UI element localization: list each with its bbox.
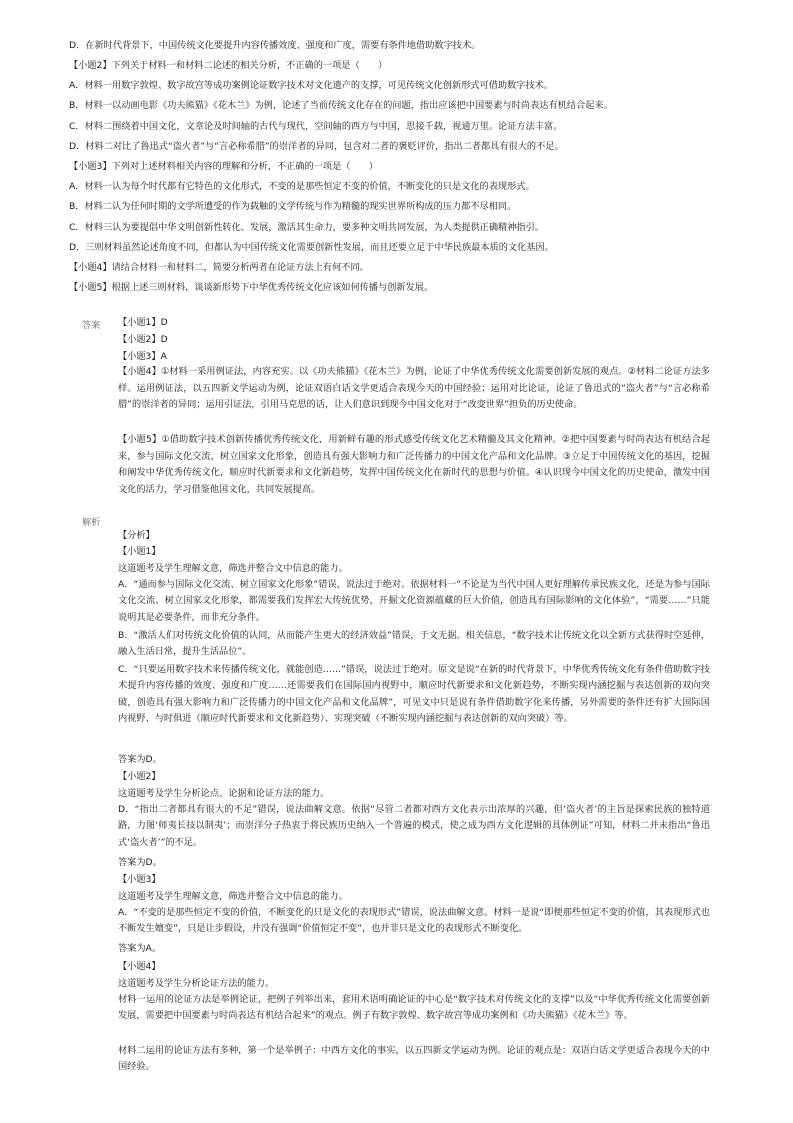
question-3-option-d: D．三则材料虽然论述角度不同，但都认为中国传统文化需要创新性发展，而且还要立足于中华民族最本质的文化基因。 [69,242,554,253]
analysis-q4-paragraph-1: 材料一运用的论证方法是举例论证，把例子列举出来，套用术语明确论证的中心是“数字技术对传统文化的支撑”以及“中华优秀传统文化需要创新发展，需要把中国要素与时尚表达有机结合起来”的观点。例子有数字敦煌、数字故宫等成功案例和《功夫熊猫》《花木兰》等。 [118,994,710,1022]
answer-label: 答案 [82,320,101,331]
question-2-option-a: A．材料一用数字敦煌、数字故宫等成功案例论证数字技术对文化遗产的支撑，可见传统文化创新形式可借助数字技术。 [69,80,554,91]
analysis-q4-paragraph-2: 材料二运用的论证方法有多种，第一个是举例子：中西方文化的事实，以五四新文学运动为例。论证的观点是：双语白话文学更适合表现今天的中国经验。 [118,1045,710,1073]
answer-line-3: 【小题3】A [118,351,167,362]
analysis-q3-answer: 答案为A。 [118,943,162,954]
analysis-q4-heading: 【小题4】 [118,961,161,972]
question-2-option-d: D．材料二对比了鲁迅式“盗火者”与“言必称希腊”的崇洋者的异同，包含对二者的褒贬评价，指出二者都具有很大的不足。 [69,141,564,152]
analysis-q3-intro: 这道题考及学生理解文意，筛选并整合文中信息的能力。 [118,891,348,902]
analysis-q2-option-d: D．“指出二者都具有很大的不足”错误，说法曲解文意。依据“尽管二者都对西方文化表示出浓厚的兴趣，但‘盗火者’的主旨是探索民族的独特道路，力图‘师夷长技以制夷’；而崇洋分子热衷于将民族历史纳入一个普遍的模式，使之成为西方文化逻辑的具体例证”可知，材料二并未指出“鲁迅式‘盗火者’”的不足。 [118,804,710,848]
answer-question-4: 【小题4】①材料一采用例证法，内容充实。以《功夫熊猫》《花木兰》为例，论证了中华优秀传统文化需要创新发展的观点。②材料二论证方法多样。运用例证法，以五四新文学运动为例，论证双语白话文学更适合表现今天的中国经验；运用对比论证，论证了鲁迅式的“盗火者”与“言必称希腊”的崇洋者的异同；运用引证法，引用马克思的话，让人们意识到现今中国文化对于“改变世界”担负的历史使命。 [118,366,710,411]
question-2-option-b: B．材料一以动画电影《功夫熊猫》《花木兰》为例，论述了当前传统文化存在的问题，指出应该把中国要素与时尚表达有机结合起来。 [69,100,613,111]
analysis-q2-heading: 【小题2】 [118,771,161,782]
analysis-q1-option-a: A．“通而参与国际文化交流、树立国家文化形象”错误，说法过于绝对。依据材料一“不论是为当代中国人更好理解传承民族文化，还是为参与国际文化交流、树立国家文化形象，都需要我们发挥宏大传统优势，开掘文化资源蕴藏的巨大价值，创造具有国际影响的文化体验”，“需要……”只能说明其是必要条件，而非充分条件。 [118,579,710,623]
analysis-q2-answer: 答案为D。 [118,857,162,868]
question-2-stem: 【小题2】下列关于材料一和材料二论述的相关分析，不正确的一项是（ ） [69,60,388,71]
answer-line-1: 【小题1】D [118,317,168,328]
question-3-option-c: C．材料三认为要提倡中华文明创新性转化、发展，激活其生命力，要多种文明共同发展，为人类提供正确精神指引。 [69,222,544,233]
analysis-q1-option-b: B．“激活人们对传统文化价值的认同，从而能产生更大的经济效益”错误，于文无据。相关信息，“数字技术让传统文化以全新方式获得时空延伸，融入生活日常，提升生活品位”。 [118,630,710,658]
answer-question-5: 【小题5】①借助数字技术创新传播优秀传统文化，用新鲜有趣的形式感受传统文化艺术精髓及其文化精神。②把中国要素与时尚表达有机结合起来，参与国际文化交流，树立国家文化形象，创造具有强大影响力和广泛传播力的中国文化产品和文化品牌。③立足于中国传统文化的基因，挖掘和阐发中华优秀传统文化，顺应时代新要求和文化新趋势，发挥中国传统文化在新时代的思想与价值。④认识现今中国文化的历史使命，激发中国文化的活力，学习借鉴他国文化，共同发展提高。 [118,434,710,495]
question-3-stem: 【小题3】下列对上述材料相关内容的理解和分析，不正确的一项是（ ） [69,161,379,172]
question-3-option-a: A．材料一认为每个时代都有它特色的文化形式，不变的是那些恒定不变的价值，不断变化的只是文化的表现形式。 [69,181,535,192]
answer-line-2: 【小题2】D [118,334,168,345]
analysis-q2-intro: 这道题考及学生分析论点、论据和论证方法的能力。 [118,788,330,799]
analysis-q1-option-c: C．“只要运用数字技术来传播传统文化，就能创造……”错误，说法过于绝对。原文是说“在新的时代背景下，中华优秀传统文化有条件借助数字技术提升内容传播的效度、强度和广度……还需要我们在国际国内视野中，顺应时代新要求和文化新趋势，不断实现内涵挖掘与表达创新的双向突破，创造具有强大影响力和广泛传播力的中国文化产品和文化品牌”，可见文中只是说有条件借助数字化来传播，另外需要的条件还有扩大国际国内视野、与时俱进（顺应时代新要求和文化新趋势）、实现突破（不断实现内涵挖掘与表达创新的双向突破）等。 [118,664,710,725]
analysis-q1-answer: 答案为D。 [118,754,162,765]
analysis-q3-option-a: A．“不变的是那些恒定不变的价值，不断变化的只是文化的表现形式”错误，说法曲解文意。材料一是说“即便那些恒定不变的价值，其表现形式也不断发生嬗变”，只是让步假设，并没有强调“价值恒定不变”，也并非只是文化的表现形式不断变化。 [118,907,710,935]
analysis-q3-heading: 【小题3】 [118,874,161,885]
analysis-label: 解析 [82,517,101,528]
question-5-stem: 【小题5】根据上述三则材料，谈谈新形势下中华优秀传统文化应该如何传播与创新发展。 [69,282,434,293]
question-2-option-c: C．材料二围绕着中国文化，文章论及时间轴的古代与现代，空间轴的西方与中国，思接千载，视通万里。论证方法丰富。 [69,121,563,132]
question-option-d: D．在新时代背景下，中国传统文化要提升内容传播效度、强度和广度，需要有条件地借助数字技术。 [69,40,481,51]
analysis-q1-intro: 这道题考及学生理解文意，筛选并整合文中信息的能力。 [118,563,348,574]
analysis-q1-heading: 【小题1】 [118,546,161,557]
question-3-option-b: B．材料二认为任何时期的文学所遭受的作为载触的文学传统与作为精髓的现实世界所构成的压力都不尽相同。 [69,201,517,212]
analysis-heading: 【分析】 [118,530,155,541]
analysis-q4-intro: 这道题考及学生分析论证方法的能力。 [118,978,275,989]
question-4-stem: 【小题4】请结合材料一和材料二，简要分析两者在论证方法上有何不同。 [69,262,369,273]
